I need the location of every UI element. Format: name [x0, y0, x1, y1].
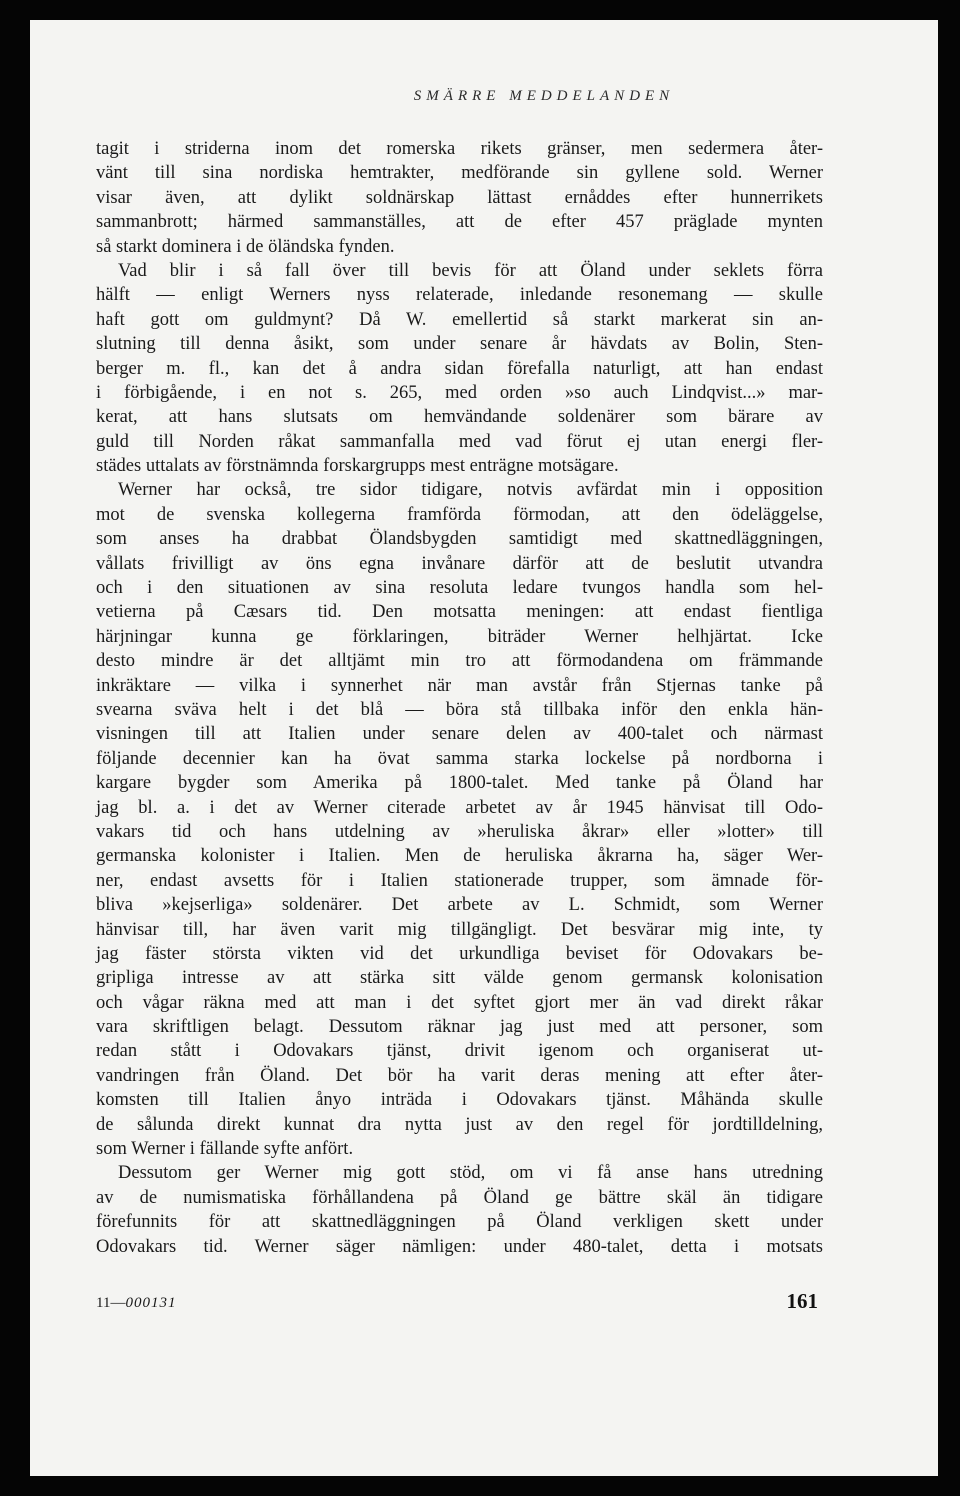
text-line: komsten till Italien ånyo inträda i Odovakars tjänst. Måhända skulle — [96, 1090, 823, 1111]
text-line: av de numismatiska förhållandena på Öland ge bättre skäl än tidigare — [96, 1187, 823, 1208]
text-line: ner, endast avsetts för i Italien stationerade trupper, som ämnade för- — [96, 870, 823, 891]
text-line: Werner har också, tre sidor tidigare, notvis avfärdat min i opposition — [118, 480, 823, 501]
text-line: Dessutom ger Werner mig gott stöd, om vi få anse hans utredning — [118, 1163, 823, 1184]
text-line: följande decennier kan ha övat samma starka lockelse på nordborna i — [96, 748, 823, 769]
page-number: 161 — [786, 1289, 818, 1313]
text-line: vakars tid och hans utdelning av »heruliska åkrar» eller »lotter» till — [96, 821, 823, 842]
printer-signature — [96, 1295, 176, 1312]
text-line: förefunnits för att skattnedläggningen på Öland verkligen skett under — [96, 1212, 823, 1233]
text-line: städes uttalats av förstnämnda forskargrupps mest enträgne motsägare. — [96, 456, 619, 477]
text-line: härjningar kunna ge förklaringen, biträder Werner helhjärtat. Icke — [96, 626, 823, 647]
text-line: vänt till sina nordiska hemtrakter, medförande sin gyllene sold. Werner — [96, 163, 823, 184]
text-line: mot de svenska kollegerna framförda förmodan, att den ödeläggelse, — [96, 504, 823, 525]
text-line: germanska kolonister i Italien. Men de heruliska åkrarna ha, säger Wer- — [96, 846, 823, 867]
signature-prefix: 11— — [96, 1295, 126, 1311]
text-line: så starkt dominera i de öländska fynden. — [96, 236, 395, 257]
text-line: kargare bygder som Amerika på 1800-talet. Med tanke på Öland har — [96, 773, 823, 794]
text-line: jag bl. a. i det av Werner citerade arbetet av år 1945 hänvisat till Odo- — [96, 797, 823, 818]
text-line: bliva »kejserliga» soldenärer. Det arbete av L. Schmidt, som Werner — [96, 895, 823, 916]
text-line: Odovakars tid. Werner säger nämligen: under 480-talet, detta i motsats — [96, 1236, 823, 1257]
text-line: hälft — enligt Werners nyss relaterade, inledande resonemang — skulle — [96, 285, 823, 306]
text-line: jag fäster största vikten vid det urkundliga beviset för Odovakars be- — [96, 943, 823, 964]
text-line: och vågar räkna med att man i det syftet gjort mer än vad direkt råkar — [96, 992, 823, 1013]
body-text — [96, 137, 823, 1259]
text-line: som anses ha drabbat Ölandsbygden samtidigt med skattnedläggningen, — [96, 529, 823, 550]
text-line: de sålunda direkt kunnat dra nytta just av den regel för jordtilldelning, — [96, 1114, 823, 1135]
text-line: och i den situationen av sina resoluta ledare tvungos handla som hel- — [96, 578, 823, 599]
text-line: visar även, att dylikt soldnärskap lättast ernåddes efter hunnerrikets — [96, 187, 823, 208]
text-line: redan stått i Odovakars tjänst, drivit igenom och organiserat ut- — [96, 1041, 823, 1062]
text-line: desto mindre är det alltjämt min tro att förmodandena om främmande — [96, 651, 823, 672]
text-line: Vad blir i så fall över till bevis för att Öland under seklets förra — [118, 260, 823, 281]
text-line: vetierna på Cæsars tid. Den motsatta meningen: att endast fientliga — [96, 602, 823, 623]
text-line: svearna sväva helt i det blå — böra stå tillbaka inför den enkla hän- — [96, 699, 823, 720]
text-line: som Werner i fällande syfte anfört. — [96, 1139, 354, 1160]
running-head: SMÄRRE MEDDELANDEN — [413, 88, 675, 104]
text-line: tagit i striderna inom det romerska rikets gränser, men sedermera åter- — [96, 139, 823, 159]
text-line: vållats frivilligt av öns egna invånare därför att de beslutit utvandra — [96, 553, 823, 574]
text-line: gripliga intresse av att stärka sitt välde genom germansk kolonisation — [96, 968, 823, 989]
text-line: hänvisar till, har även varit mig tillgängligt. Det besvärar mig inte, ty — [96, 919, 823, 940]
document-page — [30, 20, 938, 1476]
signature-code: 000131 — [125, 1295, 177, 1311]
text-line: sammanbrott; härmed sammanställes, att de efter 457 präglade mynten — [96, 212, 823, 233]
text-line: inkräktare — vilka i synnerhet när man avstår från Stjernas tanke på — [96, 675, 823, 696]
text-line: haft gott om guldmynt? Då W. emellertid så starkt markerat sin an- — [96, 309, 823, 330]
text-line: berger m. fl., kan det å andra sidan förefalla naturligt, att han endast — [96, 358, 823, 379]
text-line: i förbigående, i en not s. 265, med orden »so auch Lindqvist...» mar- — [96, 382, 823, 403]
text-line: kerat, att hans slutsats om hemvändande soldenärer som bärare av — [96, 407, 823, 428]
text-line: vandringen från Öland. Det bör ha varit deras mening att efter åter- — [96, 1065, 823, 1086]
text-line: visningen till att Italien under senare delen av 400-talet och närmast — [96, 724, 823, 745]
text-line: vara skriftligen belagt. Dessutom räknar jag just med att personer, som — [96, 1017, 823, 1038]
text-line: slutning till denna åsikt, som under senare år hävdats av Bolin, Sten- — [96, 334, 823, 355]
text-line: guld till Norden råkat sammanfalla med vad förut ej utan energi fler- — [96, 431, 823, 452]
